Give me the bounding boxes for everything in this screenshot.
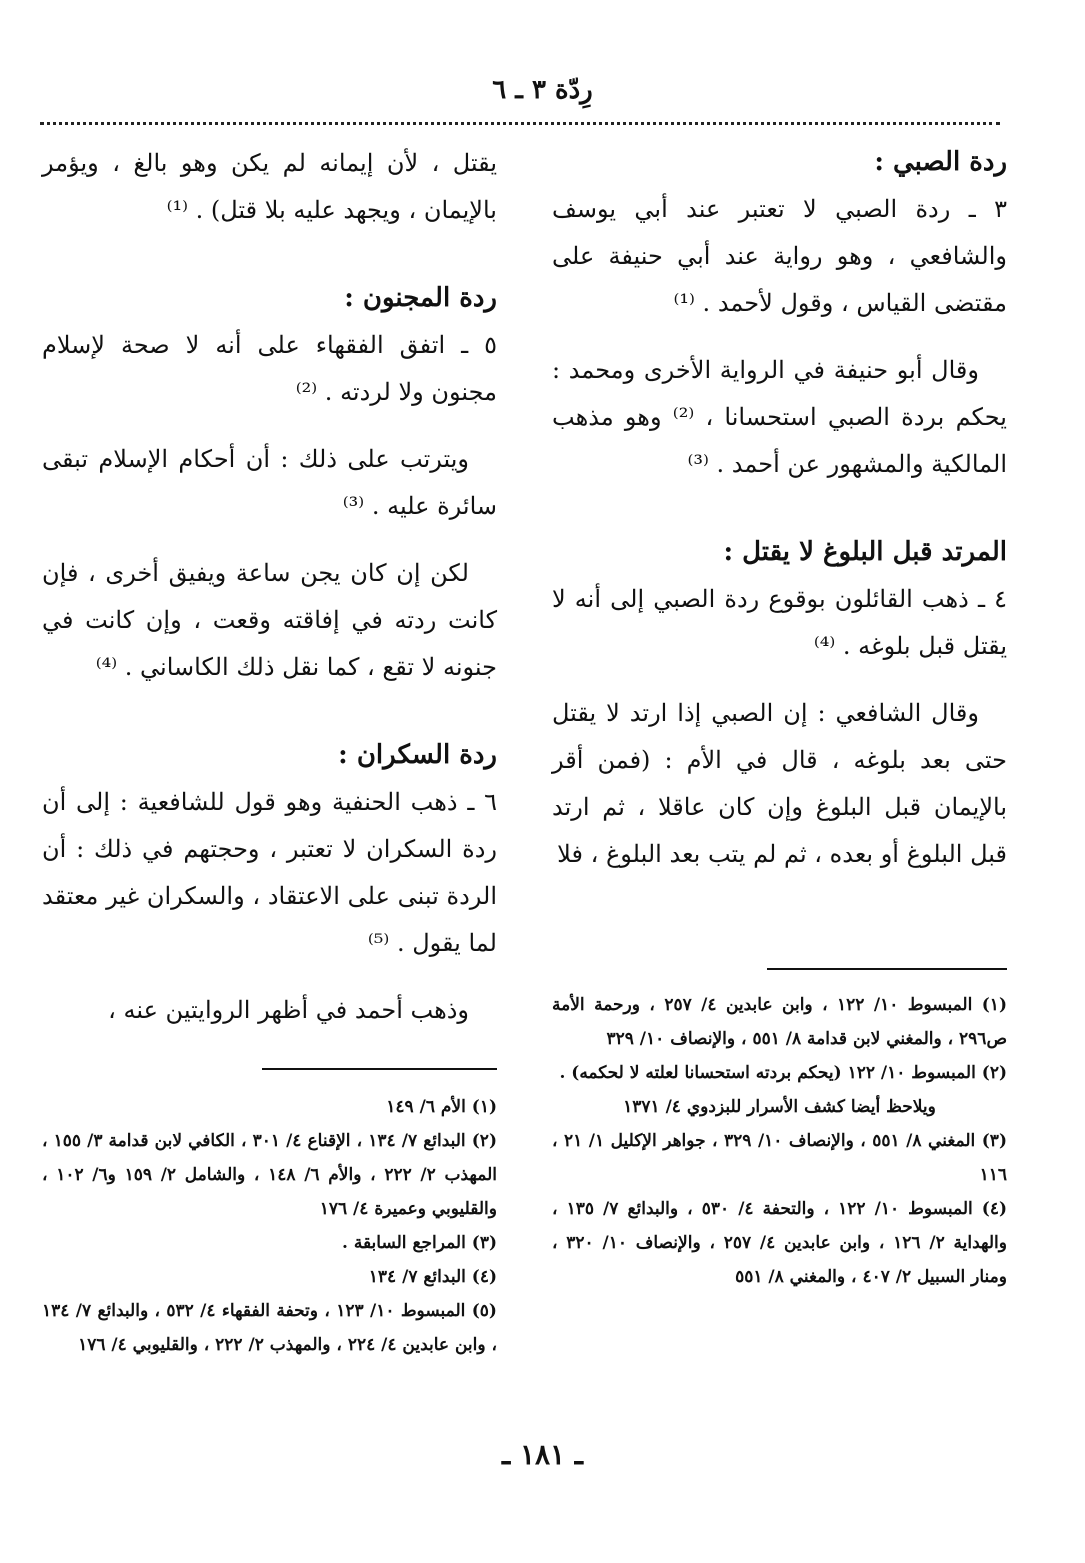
- body-paragraph: وقال أبو حنيفة في الرواية الأخرى ومحمد : يحكم بردة الصبي استحسانا ، ⁽²⁾ وهو مذهب المالكية والمشهور عن أحمد . ⁽³⁾: [552, 356, 1007, 478]
- section-gap: [42, 711, 497, 733]
- body-paragraph: ٤ ـ ذهب القائلون بوقوع ردة الصبي إلى أنه لا يقتل قبل بلوغه . ⁽⁴⁾: [552, 585, 1007, 660]
- body-paragraph: لكن إن كان يجن ساعة ويفيق أخرى ، فإن كانت ردته في إفاقته وقعت ، وإن كانت في جنونه لا تقع ، كما نقل ذلك الكاساني . ⁽⁴⁾: [42, 559, 497, 681]
- right-column: [552, 140, 1007, 898]
- right-footnote-divider: [767, 968, 1007, 970]
- footnote: (٢) البدائع ٧/ ١٣٤ ، الإقناع ٤/ ٣٠١ ، الكافي لابن قدامة ٣/ ١٥٥ ، المهذب ٢/ ٢٢٢ ، والأم ٦/ ١٤٨ ، والشامل ٢/ ١٥٩ و٦/ ١٠٢ ، والقليوبي وعميرة ٤/ ١٧٦: [42, 1131, 497, 1219]
- section-heading: ردة المجنون :: [344, 283, 497, 313]
- body-paragraph: ٥ ـ اتفق الفقهاء على أنه لا صحة لإسلام مجنون ولا لردته . ⁽²⁾: [42, 331, 497, 406]
- right-footnotes: [552, 988, 1007, 1294]
- header-divider: [40, 122, 1000, 125]
- section-gap: [552, 508, 1007, 530]
- page-number: ـ ١٨١ ـ: [501, 1438, 584, 1471]
- footnote: (٥) المبسوط ١٠/ ١٢٣ ، وتحفة الفقهاء ٤/ ٥٣٢ ، والبدائع ٧/ ١٣٤ ، وابن عابدين ٤/ ٢٢٤ ، والمهذب ٢/ ٢٢٢ ، والقليوبي ٤/ ١٧٦: [42, 1301, 497, 1355]
- body-paragraph: ٣ ـ ردة الصبي لا تعتبر عند أبي يوسف والشافعي ، وهو رواية عند أبي حنيفة على مقتضى القياس ، وقول لأحمد . ⁽¹⁾: [552, 195, 1007, 317]
- body-paragraph: وذهب أحمد في أظهر الروايتين عنه ،: [108, 996, 469, 1024]
- body-paragraph: يقتل ، لأن إيمانه لم يكن وهو بالغ ، ويؤمر بالإيمان ، ويجهد عليه بلا قتل) . ⁽¹⁾: [42, 149, 497, 224]
- footnote: (١) المبسوط ١٠/ ١٢٢ ، وابن عابدين ٤/ ٢٥٧ ، ورحمة الأمة ص٢٩٦ ، والمغني لابن قدامة ٨/ ٥٥١ ، والإنصاف ١٠/ ٣٢٩: [552, 995, 1007, 1049]
- body-paragraph: وقال الشافعي : إن الصبي إذا ارتد لا يقتل حتى بعد بلوغه ، قال في الأم : (فمن أقر بالإيمان قبل البلوغ وإن كان عاقلا ، ثم ارتد قبل البلوغ أو بعده ، ثم لم يتب بعد البلوغ ، فلا: [552, 699, 1007, 868]
- left-footnote-divider: [262, 1068, 497, 1070]
- footnote: (١) الأم ٦/ ١٤٩: [386, 1097, 497, 1117]
- left-footnotes: [42, 1090, 497, 1362]
- footnote: (٢) المبسوط ١٠/ ١٢٢ (يحكم بردته استحسانا لعلته لا لحكمه) .: [559, 1063, 1007, 1083]
- footnote: ويلاحظ أيضا كشف الأسرار للبزدوي ٤/ ١٣٧١: [623, 1097, 936, 1117]
- body-paragraph: ٦ ـ ذهب الحنفية وهو قول للشافعية : إلى أن ردة السكران لا تعتبر ، وحجتهم في ذلك : أن الردة تبنى على الاعتقاد ، والسكران غير معتقد لما يقول . ⁽⁵⁾: [42, 788, 497, 957]
- footnote: (٤) المبسوط ١٠/ ١٢٢ ، والتحفة ٤/ ٥٣٠ ، والبدائع ٧/ ١٣٥ ، والهداية ٢/ ١٢٦ ، وابن عابدين ٤/ ٢٥٧ ، والإنصاف ١٠/ ٣٢٠ ، ومنار السبيل ٢/ ٤٠٧ ، والمغني ٨/ ٥٥١: [552, 1199, 1008, 1287]
- section-heading: ردة الصبي :: [874, 147, 1007, 177]
- page-header: رِدّة ٣ ـ ٦: [492, 75, 593, 105]
- footnote: (٣) المغني ٨/ ٥٥١ ، والإنصاف ١٠/ ٣٢٩ ، جواهر الإكليل ١/ ٢١ ، ١١٦: [552, 1131, 1007, 1185]
- section-heading: ردة السكران :: [338, 740, 497, 770]
- section-heading: المرتد قبل البلوغ لا يقتل :: [723, 537, 1007, 567]
- footnote: (٤) البدائع ٧/ ١٣٤: [368, 1267, 497, 1287]
- section-gap: [42, 254, 497, 276]
- left-column: [42, 140, 497, 1054]
- footnote: (٣) المراجع السابقة .: [342, 1233, 497, 1253]
- body-paragraph: ويترتب على ذلك : أن أحكام الإسلام تبقى سائرة عليه . ⁽³⁾: [42, 445, 497, 520]
